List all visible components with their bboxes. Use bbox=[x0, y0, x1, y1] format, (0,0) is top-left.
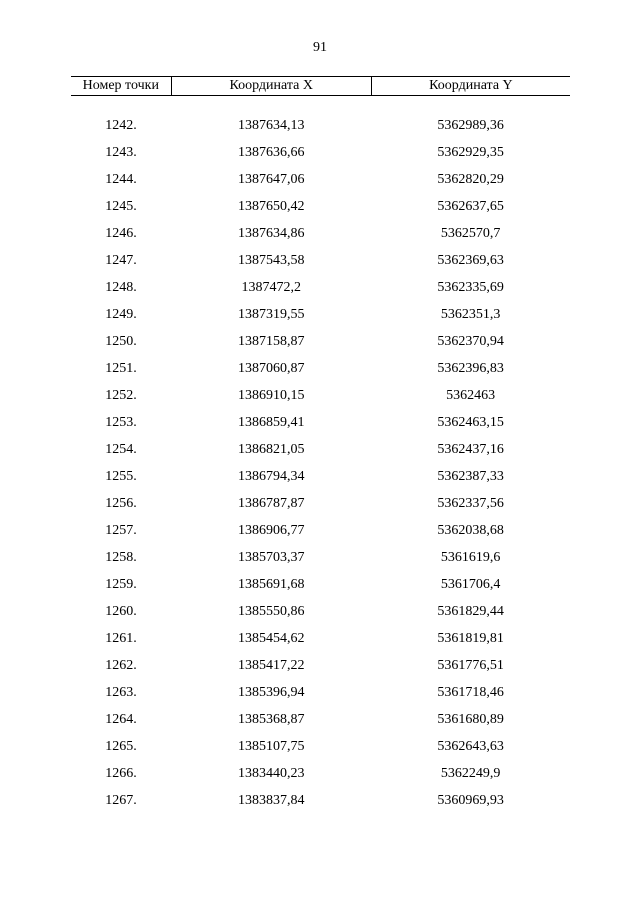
table-row bbox=[71, 652, 570, 679]
table-row bbox=[71, 247, 570, 274]
table-row bbox=[71, 463, 570, 490]
coordinate-y-cell: 5362463,15 bbox=[437, 414, 504, 430]
table-row bbox=[71, 625, 570, 652]
coordinate-x-cell: 1386787,87 bbox=[237, 495, 305, 511]
coordinate-x-cell: 1387319,55 bbox=[237, 306, 305, 322]
coordinate-x-cell: 1387060,87 bbox=[237, 360, 305, 376]
coordinate-y-cell: 5362335,69 bbox=[437, 279, 504, 295]
coordinate-y-cell: 5362643,63 bbox=[437, 738, 504, 754]
coordinate-y-cell: 5362396,83 bbox=[437, 360, 504, 376]
coordinate-y-cell: 5362463 bbox=[446, 387, 496, 403]
coordinate-x-cell: 1386910,15 bbox=[237, 387, 305, 403]
coordinate-x-cell: 1387636,66 bbox=[237, 144, 305, 160]
point-number-cell: 1242. bbox=[105, 117, 137, 133]
point-number-cell: 1251. bbox=[105, 360, 137, 376]
table-row bbox=[71, 193, 570, 220]
table-row bbox=[71, 517, 570, 544]
point-number-cell: 1257. bbox=[105, 522, 137, 538]
table-row bbox=[71, 355, 570, 382]
table-row bbox=[71, 409, 570, 436]
page-number: 91 bbox=[313, 40, 327, 55]
coordinate-x-cell: 1386794,34 bbox=[237, 468, 305, 484]
coordinate-y-cell: 5362387,33 bbox=[437, 468, 504, 484]
coordinate-y-cell: 5361619,6 bbox=[440, 549, 501, 565]
point-number-cell: 1265. bbox=[105, 738, 137, 754]
point-number-cell: 1267. bbox=[105, 792, 137, 808]
coordinate-x-cell: 1385417,22 bbox=[237, 657, 305, 673]
table-header bbox=[71, 77, 570, 96]
point-number-cell: 1256. bbox=[105, 495, 137, 511]
coordinate-x-cell: 1386821,05 bbox=[237, 441, 305, 457]
coordinates-table bbox=[71, 76, 570, 814]
coordinate-y-cell: 5362637,65 bbox=[437, 198, 504, 214]
coordinate-y-cell: 5362570,7 bbox=[440, 225, 501, 241]
coordinate-x-cell: 1385454,62 bbox=[237, 630, 305, 646]
table-row bbox=[71, 436, 570, 463]
point-number-cell: 1250. bbox=[105, 333, 137, 349]
coordinate-y-cell: 5360969,93 bbox=[437, 792, 504, 808]
point-number-cell: 1263. bbox=[105, 684, 137, 700]
coordinate-x-cell: 1387647,06 bbox=[237, 171, 305, 187]
coordinate-y-cell: 5361776,51 bbox=[437, 657, 504, 673]
point-number-cell: 1252. bbox=[105, 387, 137, 403]
table-row bbox=[71, 166, 570, 193]
coordinate-x-cell: 1385396,94 bbox=[237, 684, 305, 700]
coordinate-y-cell: 5362351,3 bbox=[440, 306, 501, 322]
coordinate-y-cell: 5362370,94 bbox=[437, 333, 504, 349]
point-number-cell: 1248. bbox=[105, 279, 137, 295]
point-number-cell: 1266. bbox=[105, 765, 137, 781]
point-number-cell: 1261. bbox=[105, 630, 137, 646]
point-number-cell: 1243. bbox=[105, 144, 137, 160]
coordinate-x-cell: 1383837,84 bbox=[237, 792, 305, 808]
coordinate-x-cell: 1385550,86 bbox=[237, 603, 305, 619]
coordinate-x-cell: 1387650,42 bbox=[237, 198, 305, 214]
coordinate-y-cell: 5361706,4 bbox=[440, 576, 501, 592]
table-row bbox=[71, 220, 570, 247]
coordinate-y-cell: 5362038,68 bbox=[437, 522, 504, 538]
table-row bbox=[71, 544, 570, 571]
point-number-cell: 1254. bbox=[105, 441, 137, 457]
table-row bbox=[71, 490, 570, 517]
coordinate-x-cell: 1385703,37 bbox=[237, 549, 305, 565]
point-number-cell: 1247. bbox=[105, 252, 137, 268]
point-number-cell: 1244. bbox=[105, 171, 137, 187]
point-number-cell: 1264. bbox=[105, 711, 137, 727]
point-number-cell: 1253. bbox=[105, 414, 137, 430]
table-row bbox=[71, 679, 570, 706]
table-row bbox=[71, 733, 570, 760]
table-spacer bbox=[71, 96, 570, 113]
point-number-cell: 1258. bbox=[105, 549, 137, 565]
table-row bbox=[71, 598, 570, 625]
table-row bbox=[71, 706, 570, 733]
header-coordinate-x: Координата X bbox=[171, 77, 371, 96]
table-row bbox=[71, 301, 570, 328]
table-row bbox=[71, 382, 570, 409]
table-row bbox=[71, 760, 570, 787]
header-coordinate-y: Координата Y bbox=[371, 77, 570, 96]
coordinate-x-cell: 1385368,87 bbox=[237, 711, 305, 727]
table-body bbox=[71, 96, 570, 815]
table-row bbox=[71, 787, 570, 814]
coordinate-x-cell: 1387543,58 bbox=[237, 252, 305, 268]
coordinate-x-cell: 1386906,77 bbox=[237, 522, 305, 538]
coordinate-y-cell: 5361718,46 bbox=[437, 684, 504, 700]
point-number-cell: 1260. bbox=[105, 603, 137, 619]
coordinate-y-cell: 5362929,35 bbox=[437, 144, 504, 160]
coordinate-x-cell: 1387472,2 bbox=[241, 279, 301, 295]
point-number-cell: 1262. bbox=[105, 657, 137, 673]
table-row bbox=[71, 139, 570, 166]
coordinate-y-cell: 5361680,89 bbox=[437, 711, 504, 727]
coordinate-x-cell: 1386859,41 bbox=[237, 414, 305, 430]
point-number-cell: 1245. bbox=[105, 198, 137, 214]
coordinate-y-cell: 5362989,36 bbox=[437, 117, 504, 133]
coordinate-y-cell: 5362337,56 bbox=[437, 495, 504, 511]
coordinate-y-cell: 5362437,16 bbox=[437, 441, 504, 457]
coordinate-x-cell: 1385691,68 bbox=[237, 576, 305, 592]
coordinate-x-cell: 1387158,87 bbox=[237, 333, 305, 349]
coordinate-y-cell: 5362369,63 bbox=[437, 252, 504, 268]
coordinate-x-cell: 1387634,86 bbox=[237, 225, 305, 241]
coordinate-x-cell: 1383440,23 bbox=[237, 765, 305, 781]
coordinate-y-cell: 5361829,44 bbox=[437, 603, 504, 619]
point-number-cell: 1249. bbox=[105, 306, 137, 322]
table-row bbox=[71, 112, 570, 139]
coordinate-y-cell: 5362820,29 bbox=[437, 171, 504, 187]
header-point-number: Номер точки bbox=[71, 77, 171, 96]
header-row bbox=[71, 77, 570, 96]
table-row bbox=[71, 274, 570, 301]
coordinate-y-cell: 5362249,9 bbox=[440, 765, 501, 781]
point-number-cell: 1259. bbox=[105, 576, 137, 592]
coordinate-x-cell: 1387634,13 bbox=[237, 117, 305, 133]
coordinate-y-cell: 5361819,81 bbox=[437, 630, 504, 646]
point-number-cell: 1246. bbox=[105, 225, 137, 241]
table-row bbox=[71, 571, 570, 598]
point-number-cell: 1255. bbox=[105, 468, 137, 484]
coordinate-x-cell: 1385107,75 bbox=[237, 738, 305, 754]
table-row bbox=[71, 328, 570, 355]
